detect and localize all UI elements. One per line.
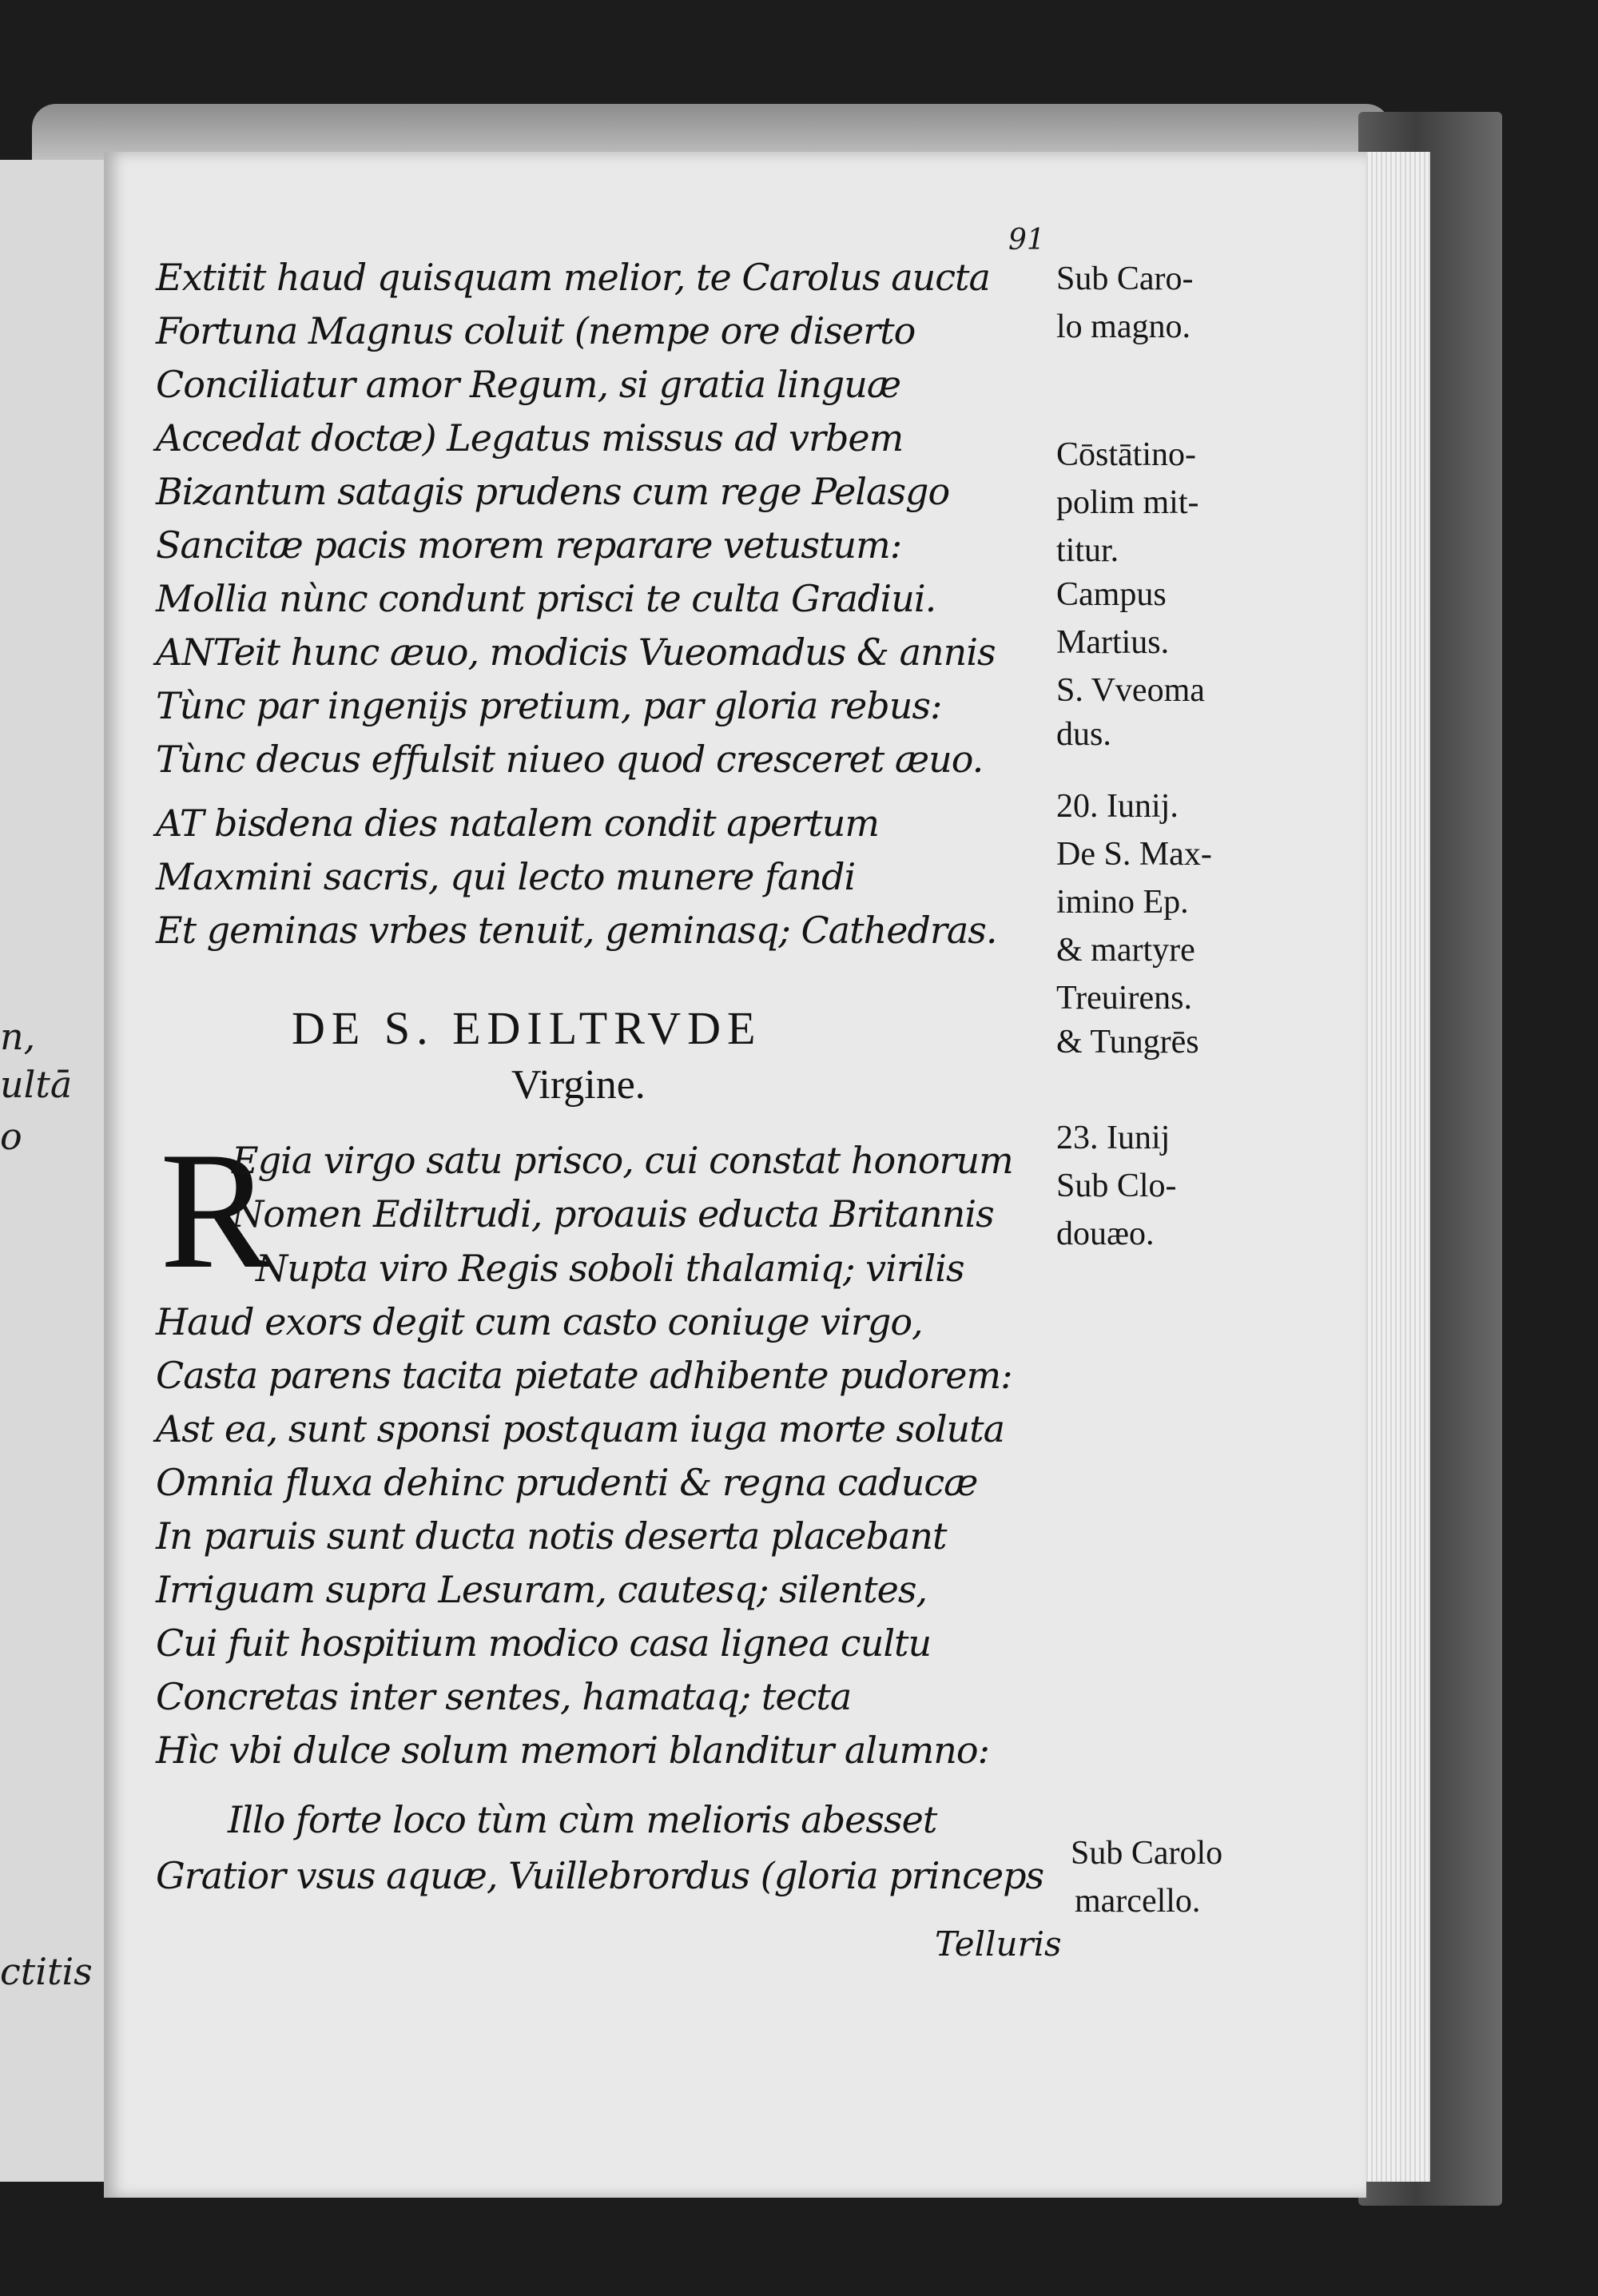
verse-line: Maxmini sacris, qui lecto munere fandi: [156, 855, 856, 898]
left-page-fragment: ultā: [0, 1063, 73, 1106]
left-page-fragment: n,: [0, 1015, 36, 1058]
verse-line: Bizantum satagis prudens cum rege Pelasgo: [156, 470, 950, 513]
page-number: 91: [1008, 224, 1045, 257]
margin-note: Cōstātino-: [1056, 436, 1196, 473]
section-subheading: Virgine.: [511, 1062, 646, 1108]
verse-line: Irriguam supra Lesuram, cautesq; silentes,: [156, 1568, 928, 1611]
margin-note: marcello.: [1075, 1883, 1201, 1920]
margin-note: Martius.: [1056, 624, 1170, 661]
margin-note: Sub Caro-: [1056, 261, 1194, 297]
margin-note: 23. Iunij: [1056, 1120, 1171, 1156]
verse-line: Nupta viro Regis soboli thalamiq; virilis: [256, 1247, 964, 1290]
left-page-fragment: ctitis: [0, 1950, 93, 1993]
left-page-fragment: o: [0, 1115, 22, 1158]
margin-note: Sub Carolo: [1071, 1835, 1223, 1872]
margin-note: Campus: [1056, 576, 1167, 613]
margin-note: imino Ep.: [1056, 884, 1189, 921]
verse-line: Egia virgo satu prisco, cui constat honorum: [232, 1139, 1013, 1182]
page-edges: [1358, 152, 1430, 2182]
verse-line: Tùnc par ingenijs pretium, par gloria rebus:: [156, 684, 942, 727]
verse-line: Concretas inter sentes, hamataq; tecta: [156, 1675, 852, 1718]
verse-line: Nomen Ediltrudi, proauis educta Britannis: [232, 1192, 994, 1236]
drop-capital: R: [160, 1118, 272, 1303]
verse-line: In paruis sunt ducta notis deserta placebant: [156, 1514, 947, 1558]
verse-line: Mollia nùnc condunt prisci te culta Gradiui.: [156, 577, 936, 620]
verse-line: Conciliatur amor Regum, si gratia linguæ: [156, 363, 901, 406]
verse-line: Hìc vbi dulce solum memori blanditur alumno:: [156, 1729, 990, 1772]
margin-note: S. Vveoma: [1056, 672, 1205, 709]
verse-line: ANTeit hunc æuo, modicis Vueomadus & annis: [156, 631, 996, 674]
verse-line: Sancitæ pacis morem reparare vetustum:: [156, 523, 902, 567]
verse-line: AT bisdena dies natalem condit apertum: [156, 802, 880, 845]
verse-line: Casta parens tacita pietate adhibente pudorem:: [156, 1354, 1012, 1397]
verse-line: Extitit haud quisquam melior, te Carolus aucta: [156, 256, 990, 299]
verse-line: Tùnc decus effulsit niueo quod cresceret æuo.: [156, 738, 984, 781]
verse-line: Fortuna Magnus coluit (nempe ore diserto: [156, 309, 916, 352]
catchword: Telluris: [935, 1924, 1062, 1964]
margin-note: titur.: [1056, 532, 1119, 569]
margin-note: lo magno.: [1056, 308, 1191, 345]
verse-line: Et geminas vrbes tenuit, geminasq; Cathedras.: [156, 909, 997, 952]
section-heading: DE S. EDILTRVDE: [292, 1002, 762, 1054]
margin-note: Treuirens.: [1056, 980, 1192, 1017]
margin-note: 20. Iunij.: [1056, 788, 1179, 825]
verse-line: Illo forte loco tùm cùm melioris abesset: [228, 1798, 937, 1841]
verse-line: Omnia fluxa dehinc prudenti & regna caducæ: [156, 1461, 978, 1504]
margin-note: douæo.: [1056, 1216, 1155, 1252]
verse-line: Cui fuit hospitium modico casa lignea cultu: [156, 1622, 932, 1665]
margin-note: & martyre: [1056, 932, 1195, 969]
verse-line: Accedat doctæ) Legatus missus ad vrbem: [156, 416, 904, 460]
verse-line: Haud exors degit cum casto coniuge virgo,: [156, 1300, 923, 1343]
margin-note: De S. Max-: [1056, 836, 1212, 873]
margin-note: polim mit-: [1056, 484, 1199, 521]
verse-line: Ast ea, sunt sponsi postquam iuga morte soluta: [156, 1407, 1005, 1450]
margin-note: Sub Clo-: [1056, 1168, 1177, 1204]
margin-note: & Tungrēs: [1056, 1024, 1199, 1060]
verse-line: Gratior vsus aquæ, Vuillebrordus (gloria princeps: [156, 1854, 1044, 1897]
margin-note: dus.: [1056, 716, 1111, 753]
left-facing-page: [0, 160, 106, 2182]
